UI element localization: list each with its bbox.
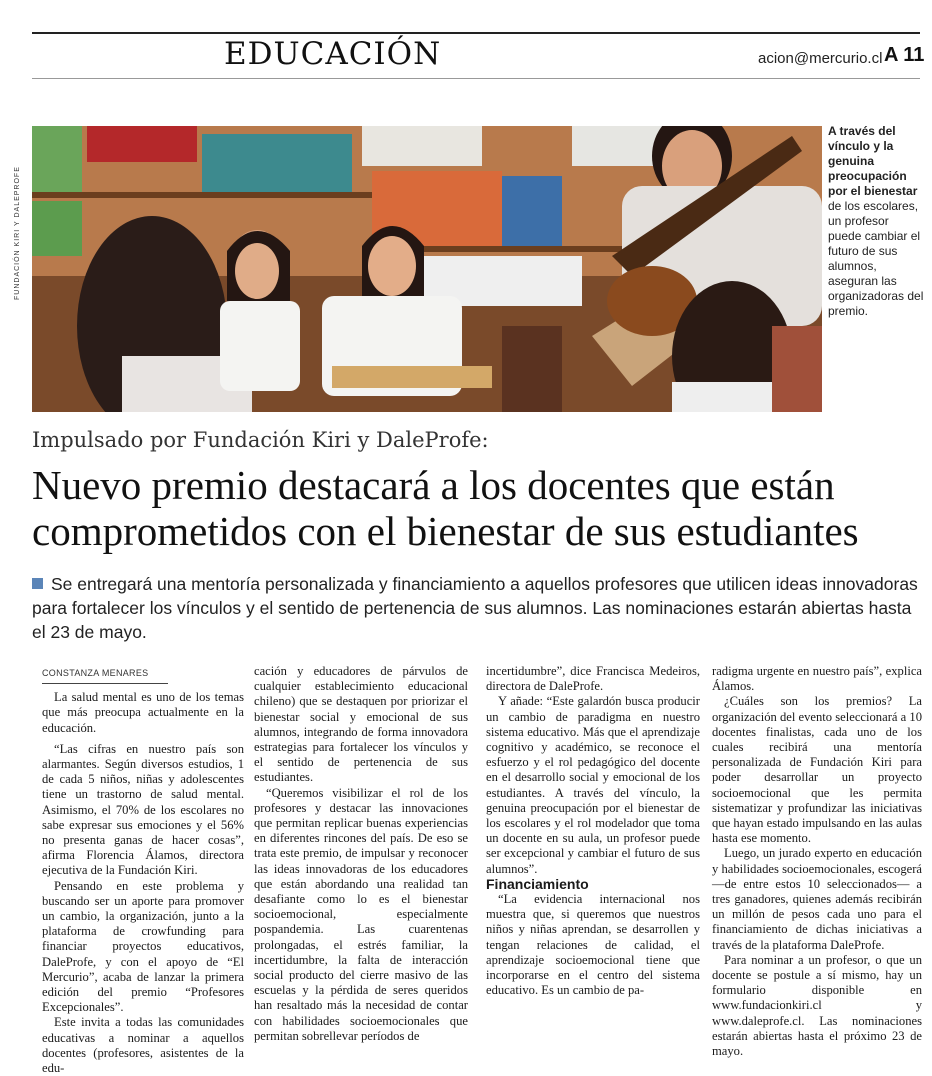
caption-bold: A través del vínculo y la genuina preocupación por el bienestar [828, 124, 918, 198]
paragraph: incertidumbre”, dice Francisca Medeiros, directora de DaleProfe. [486, 664, 700, 694]
byline: CONSTANZA MENARES [42, 668, 149, 678]
article-photo [32, 126, 822, 412]
photo-caption [828, 124, 924, 319]
byline-rule [42, 683, 168, 684]
paragraph: Luego, un jurado experto en educación y habilidades socioemocionales, escogerá —de entre estos 10 seleccionados— a tres ganadores, quienes además recibirán un millón de pesos cada uno para el financiamiento de dichas iniciativas a través de la plataforma DaleProfe. [712, 846, 922, 952]
paragraph: Para nominar a un profesor, o que un docente se postule a sí mismo, hay un formulario disponible en www.fundacionkiri.cl y www.daleprofe.cl. Las nominaciones estarán abiertas hasta el próximo 23 de mayo. [712, 952, 922, 1059]
paragraph: Y añade: “Este galardón busca producir un cambio de paradigma en nuestro sistema educativo. Más que el aprendizaje cognitivo y académico, se reconoce el esfuerzo y el rol pedagógico del docente en el desarrollo social y emocional de los estudiantes. A través del vínculo, la genuina preocupación por el bienestar de los escolares y el rol modelador que toma un docente en su aula, un profesor puede ser excepcional y cambiar el futuro de sus alumnos”. [486, 694, 700, 876]
paragraph: “Queremos visibilizar el rol de los profesores y destacar las innovaciones que permitan replicar buenas experiencias en diferentes rincones del país. De eso se trata este premio, de impulsar y reconocer las ideas innovadoras de los educadores que están abordando una realidad tan desafiante como lo es el bienestar socioemocional, especialmente pospandemia. Las cuarentenas prolongadas, el estrés familiar, la incertidumbre, la falta de interacción social producto del cierre masivo de las escuelas y la pérdida de seres queridos han resaltado más la necesidad de contar con habilidades socioemocionales que permitan sobrellevar períodos de [254, 785, 468, 1043]
column-3 [486, 664, 700, 998]
paragraph: radigma urgente en nuestro país”, explica Álamos. [712, 664, 922, 694]
paragraph: La salud mental es uno de los temas que más preocupa actualmente en la educación. [42, 690, 244, 735]
paragraph: Pensando en este problema y buscando ser un aporte para promover un cambio, la organización, junto a la plataforma de crowfunding para financiar proyectos educativos, DaleProfe, y con el apoyo de “El Mercurio”, acaba de lanzar la primera edición del premio “Profesores Excepcionales”. [42, 878, 244, 1015]
header-email: acion@mercurio.cl [758, 50, 883, 67]
square-bullet-icon [32, 578, 43, 589]
photo-illustration [32, 126, 822, 412]
paragraph: Este invita a todas las comunidades educativas a nominar a aquellos docentes (profesores, asistentes de la edu- [42, 1015, 244, 1076]
column-4 [712, 664, 922, 1059]
subheading: Financiamiento [486, 875, 589, 892]
column-2 [254, 664, 468, 1044]
article-kicker: Impulsado por Fundación Kiri y DaleProfe: [32, 428, 489, 452]
paragraph: “Las cifras en nuestro país son alarmantes. Según diversos estudios, 1 de cada 5 niños, niñas y adolescentes tiene un trastorno de salud mental. Asimismo, el 70% de los escolares no sabe expresar sus emociones y el 56% no presenta ganas de hacer cosas”, afirma Florencia Álamos, directora ejecutiva de la Fundación Kiri. [42, 741, 244, 878]
article-headline: Nuevo premio destacará a los docentes que están comprometidos con el bienestar de sus estudiantes [32, 462, 859, 554]
article-summary [32, 572, 922, 644]
paragraph: cación y educadores de párvulos de cualquier establecimiento educacional chileno) que se destaquen por priorizar el bienestar social y emocional de sus alumnos, integrando de forma innovadora estrategias para fortalecer los vínculos y el sentido de pertenencia de sus estudiantes. [254, 664, 468, 785]
page-number: A 11 [884, 44, 925, 66]
paragraph: ¿Cuáles son los premios? La organización del evento seleccionará a 10 docentes finalistas, cada uno de los cuales recibirá una mentoría personalizada de Fundación Kiri para poder desarrollar un proyecto socioemocional que les permita sistematizar y profundizar las iniciativas que hayan estado impulsando en las aulas hasta ese momento. [712, 694, 922, 846]
summary-text: Se entregará una mentoría personalizada y financiamiento a aquellos profesores que utilicen ideas innovadoras para fortalecer los vínculos y el sentido de pertenencia de sus alumnos. Las nominaciones estarán abiertas hasta el 23 de mayo. [32, 574, 918, 642]
caption-text: de los escolares, un profesor puede cambiar el futuro de sus alumnos, aseguran las organizadoras del premio. [828, 199, 924, 318]
top-rule [32, 32, 920, 34]
section-title: EDUCACIÓN [224, 36, 442, 72]
column-1 [32, 666, 244, 1076]
header-rule [32, 78, 920, 79]
paragraph: “La evidencia internacional nos muestra que, si queremos que nuestros niños y niñas aprendan, se desarrollen y tengan relaciones de calidad, el aprendizaje socioemocional tiene que incorporarse en el centro del sistema educativo. Es un cambio de pa- [486, 892, 700, 998]
photo-credit: FUNDACIÓN KIRI Y DALEPROFE [14, 166, 21, 300]
